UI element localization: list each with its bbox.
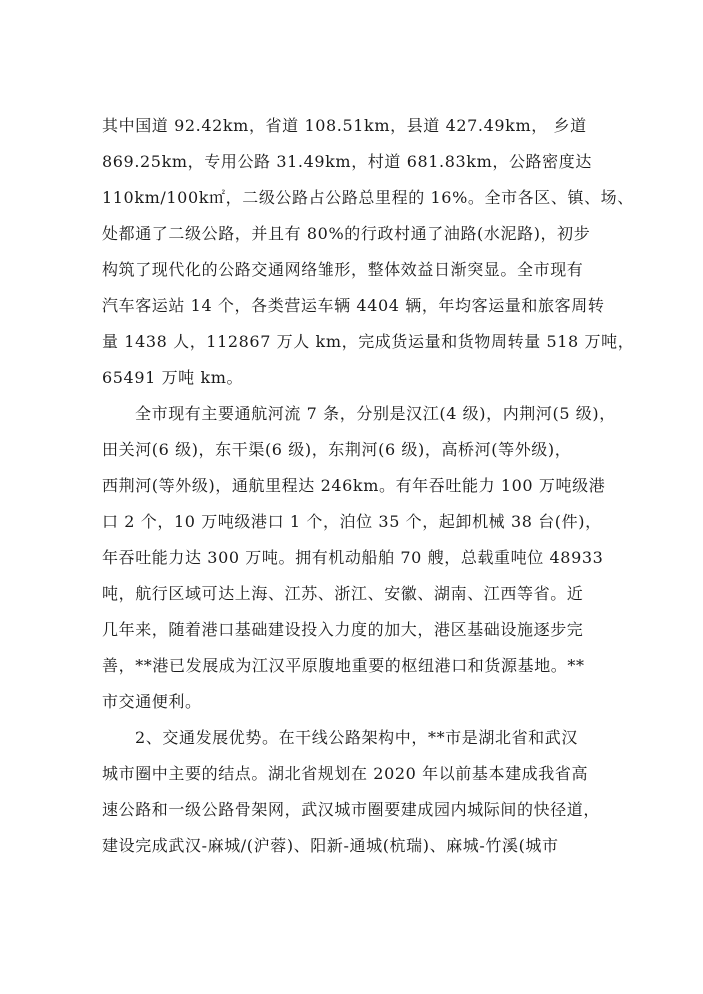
text-line: 其中国道 92.42km，省道 108.51km，县道 427.49km， 乡道 [102,116,587,135]
text-line: 量 1438 人，112867 万人 km，完成货运量和货物周转量 518 万吨， [102,332,635,351]
text-line: 65491 万吨 km。 [102,368,244,387]
text-line: 建设完成武汉-麻城/(沪蓉)、阳新-通城(杭瑞)、麻城-竹溪(城市 [102,836,559,855]
text-line: 田关河(6 级)，东干渠(6 级)，东荆河(6 级)，高桥河(等外级)， [102,440,572,459]
text-line: 口 2 个，10 万吨级港口 1 个，泊位 35 个，起卸机械 38 台(件)， [102,512,602,531]
text-line: 速公路和一级公路骨架网，武汉城市圈要建成园内城际间的快径道， [102,800,601,819]
text-line: 2、交通发展优势。在干线公路架构中，**市是湖北省和武汉 [135,728,578,747]
text-line: 西荆河(等外级)，通航里程达 246km。有年吞吐能力 100 万吨级港 [102,476,606,495]
text-line: 110km/100k㎡，二级公路占公路总里程的 16%。全市各区、镇、场、 [102,188,634,207]
text-line: 构筑了现代化的公路交通网络雏形，整体效益日渐突显。全市现有 [102,260,584,279]
text-line: 城市圈中主要的结点。湖北省规划在 2020 年以前基本建成我省高 [102,764,589,783]
text-line: 市交通便利。 [102,692,202,711]
text-line: 汽车客运站 14 个，各类营运车辆 4404 辆，年均客运量和旅客周转 [102,296,605,315]
text-line: 几年来，随着港口基础建设投入力度的加大，港区基础设施逐步完 [102,620,584,639]
text-line: 吨，航行区域可达上海、江苏、浙江、安徽、湖南、江西等省。近 [102,584,584,603]
text-line: 处都通了二级公路，并且有 80%的行政村通了油路(水泥路)，初步 [102,224,591,243]
text-line: 869.25km，专用公路 31.49km，村道 681.83km，公路密度达 [102,152,592,171]
text-line: 年吞吐能力达 300 万吨。拥有机动船舶 70 艘，总载重吨位 48933 [102,548,604,567]
text-line: 善，**港已发展成为江汉平原腹地重要的枢纽港口和货源基地。** [102,656,585,675]
text-line: 全市现有主要通航河流 7 条，分别是汉江(4 级)，内荆河(5 级)， [135,404,616,423]
